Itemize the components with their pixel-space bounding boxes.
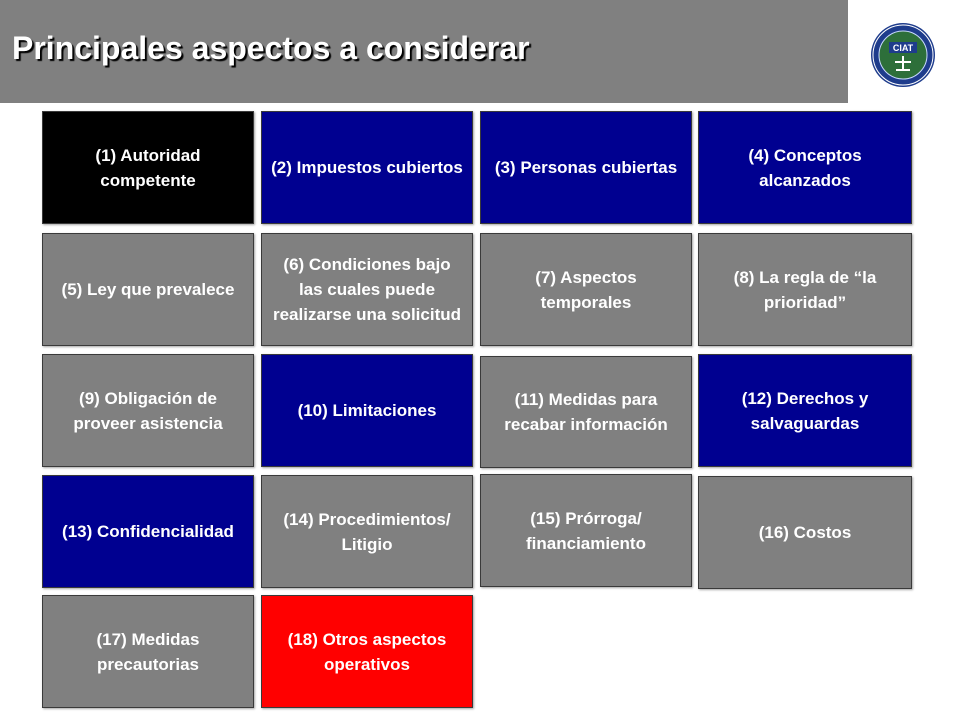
aspect-box-2 — [261, 111, 473, 224]
aspect-label: (15) Prórroga/ financiamiento — [526, 508, 646, 553]
aspect-label: (17) Medidas precautorias — [96, 629, 200, 674]
aspect-label: (7) Aspectos temporales — [535, 267, 637, 312]
page-title: Principales aspectos a considerar — [12, 30, 530, 66]
aspect-box-14 — [261, 475, 473, 588]
aspect-box-5 — [42, 233, 254, 346]
aspect-box-11 — [480, 356, 692, 468]
aspect-label: (12) Derechos y salvaguardas — [741, 388, 869, 433]
aspect-box-12 — [698, 354, 912, 467]
aspect-label: (1) Autoridad competente — [95, 145, 201, 190]
aspect-label: (9) Obligación de proveer asistencia — [73, 388, 223, 433]
aspect-box-15 — [480, 474, 692, 587]
aspect-label: (2) Impuestos cubiertos — [271, 158, 463, 177]
aspect-label: (5) Ley que prevalece — [61, 280, 235, 299]
aspect-box-18 — [261, 595, 473, 708]
aspect-box-17 — [42, 595, 254, 708]
aspect-label: (3) Personas cubiertas — [494, 158, 678, 177]
aspect-box-6 — [261, 233, 473, 346]
aspect-box-13 — [42, 475, 254, 588]
aspect-label: (6) Condiciones bajo las cuales puede realizarse una solicitud — [272, 255, 461, 324]
aspect-box-1 — [42, 111, 254, 224]
logo-text: CIAT — [892, 43, 914, 53]
aspect-label: (10) Limitaciones — [297, 401, 437, 420]
aspect-box-9 — [42, 354, 254, 467]
aspect-box-10 — [261, 354, 473, 467]
aspect-label: (18) Otros aspectos operativos — [287, 629, 447, 674]
aspect-box-7 — [480, 233, 692, 346]
title-banner — [0, 0, 848, 103]
aspect-label: (4) Conceptos alcanzados — [748, 145, 862, 190]
aspect-label: (14) Procedimientos/ Litigio — [283, 509, 451, 554]
aspect-label: (8) La regla de “la prioridad” — [733, 267, 877, 312]
aspect-box-3 — [480, 111, 692, 224]
aspect-box-16 — [698, 476, 912, 589]
ciat-seal-logo-icon — [870, 22, 936, 88]
aspect-box-4 — [698, 111, 912, 224]
aspect-label: (16) Costos — [758, 523, 852, 542]
aspect-label: (13) Confidencialidad — [62, 522, 234, 541]
aspect-box-8 — [698, 233, 912, 346]
aspect-label: (11) Medidas para recabar información — [504, 390, 668, 434]
